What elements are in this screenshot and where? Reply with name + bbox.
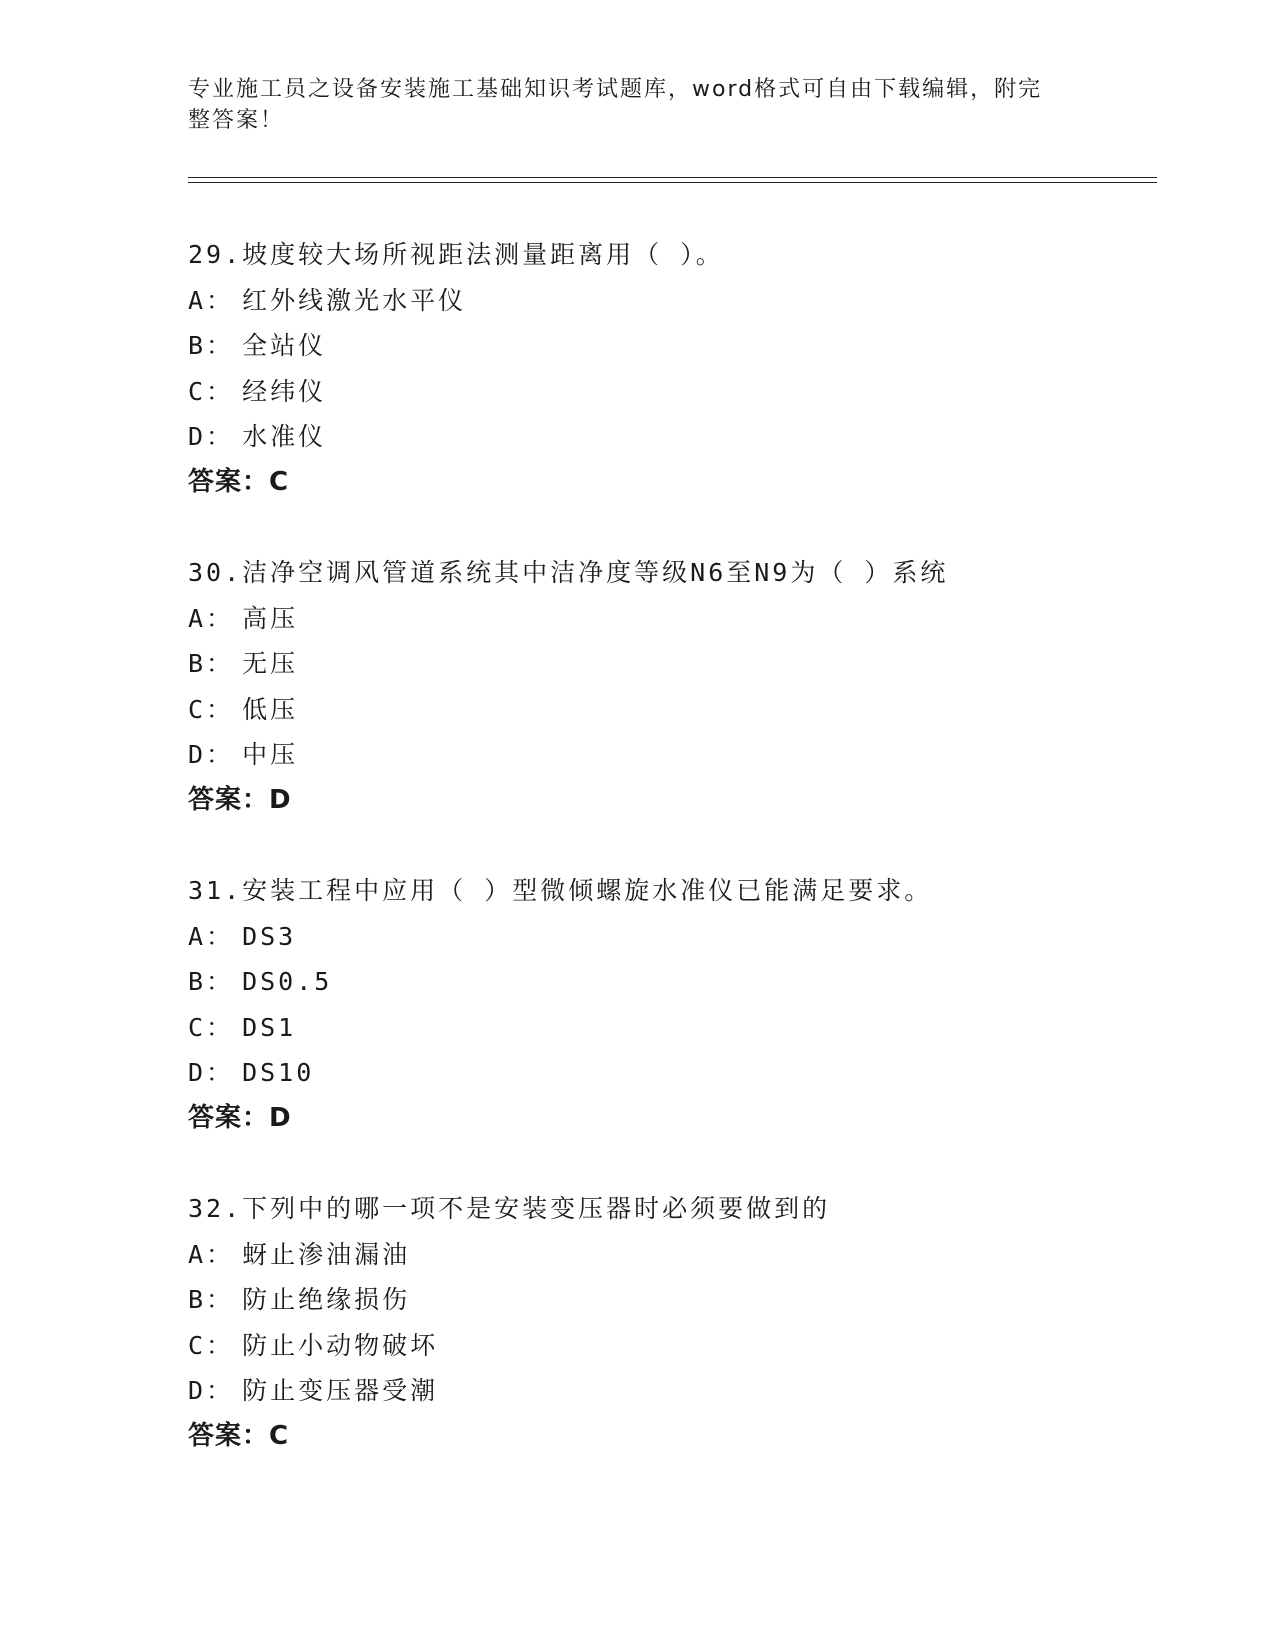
option-key: B：	[188, 649, 235, 678]
option-key: A：	[188, 921, 235, 951]
option-text: 红外线激光水平仪	[242, 285, 467, 315]
question-stem: 29.坡度较大场所视距法测量距离用（ ）。	[188, 240, 724, 269]
option-text: 无压	[242, 649, 299, 678]
question-stem: 31.安装工程中应用（ ）型微倾螺旋水准仪已能满足要求。	[188, 876, 933, 905]
option-text: 中压	[242, 740, 299, 769]
option-text: 防止变压器受潮	[242, 1376, 439, 1405]
option-text: 防止绝缘损伤	[242, 1285, 411, 1314]
option-b	[188, 641, 1148, 687]
question-stem: 30.洁净空调风管道系统其中洁净度等级N6至N9为（ ）系统	[188, 558, 949, 587]
header-intro-line-1: 专业施工员之设备安装施工基础知识考试题库，word格式可自由下载编辑，附完	[188, 77, 1043, 102]
option-text: DS10	[242, 1058, 315, 1087]
question-32	[188, 1186, 1148, 1459]
answer-line: 答案：C	[188, 1420, 290, 1451]
option-text: 水准仪	[242, 422, 327, 451]
option-d	[188, 414, 1148, 460]
option-text: 防止小动物破坏	[242, 1330, 439, 1360]
option-key: D：	[188, 1058, 235, 1087]
option-b	[188, 959, 1148, 1005]
option-a	[188, 914, 1148, 960]
answer-line: 答案：C	[188, 466, 290, 497]
question-29	[188, 232, 1148, 505]
option-b	[188, 1277, 1148, 1323]
option-text: 高压	[242, 603, 299, 633]
option-key: D：	[188, 740, 235, 769]
option-key: C：	[188, 376, 235, 406]
option-d	[188, 1050, 1148, 1096]
option-key: D：	[188, 1376, 235, 1405]
option-text: 经纬仪	[242, 376, 327, 406]
option-key: B：	[188, 967, 235, 996]
option-d	[188, 1368, 1148, 1414]
question-stem: 32.下列中的哪一项不是安装变压器时必须要做到的	[188, 1194, 831, 1223]
option-key: A：	[188, 285, 235, 315]
question-30	[188, 550, 1148, 823]
option-text: DS1	[242, 1012, 297, 1042]
option-key: C：	[188, 1330, 235, 1360]
option-b	[188, 323, 1148, 369]
option-key: A：	[188, 1239, 235, 1269]
option-c	[188, 369, 1148, 415]
option-a	[188, 1232, 1148, 1278]
option-key: D：	[188, 422, 235, 451]
option-text: DS0.5	[242, 967, 333, 996]
option-text: 全站仪	[242, 331, 327, 360]
answer-line: 答案：D	[188, 1102, 292, 1133]
option-a	[188, 278, 1148, 324]
option-text: DS3	[242, 921, 297, 951]
option-key: B：	[188, 331, 235, 360]
option-a	[188, 596, 1148, 642]
document-header	[188, 74, 1068, 136]
header-divider-bottom	[188, 182, 1157, 183]
option-d	[188, 732, 1148, 778]
option-c	[188, 687, 1148, 733]
header-divider-top	[188, 177, 1157, 178]
option-key: A：	[188, 603, 235, 633]
answer-line: 答案：D	[188, 784, 292, 815]
option-c	[188, 1005, 1148, 1051]
option-key: C：	[188, 694, 235, 724]
option-text: 低压	[242, 694, 299, 724]
question-31	[188, 868, 1148, 1141]
option-text: 蚜止渗油漏油	[242, 1239, 411, 1269]
header-intro-line-2: 整答案！	[188, 108, 285, 133]
option-key: C：	[188, 1012, 235, 1042]
option-key: B：	[188, 1285, 235, 1314]
option-c	[188, 1323, 1148, 1369]
